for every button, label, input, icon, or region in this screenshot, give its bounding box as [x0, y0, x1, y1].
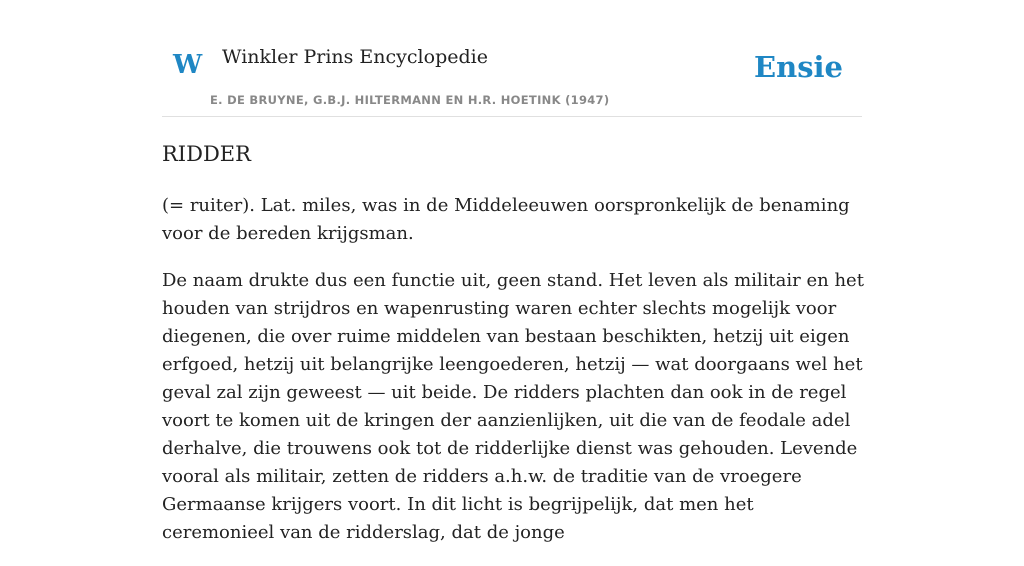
source-title-link[interactable]: Winkler Prins Encyclopedie: [222, 46, 488, 68]
page: [162, 0, 864, 543]
entry-paragraph: De naam drukte dus een functie uit, geen stand. Het leven als militair en het houden van strijdros en wapenrusting waren echter slechts mogelijk voor diegenen, die over ruime middelen van bestaan beschikten, hetzij uit eigen erfgoed, hetzij uit belangrijke leengoederen, hetzij — wat doorgaans wel het geval zal zijn geweest — uit beide. De ridders plachten dan ook in de regel voort te komen uit de kringen der aanzienlijken, uit die van de feodale adel derhalve, die trouwens ook tot de ridderlijke dienst was gehouden. Levende vooral als militair, zetten de ridders a.h.w. de traditie van de vroegere Germaanse krijgers voort. In dit licht is begrijpelijk, dat men het ceremonieel van de ridderslag, dat de jonge: [162, 270, 864, 543]
source-authors: E. DE BRUYNE, G.B.J. HILTERMANN EN H.R. HOETINK (1947): [210, 93, 610, 107]
source-header: [162, 0, 862, 117]
entry-content: [162, 192, 867, 566]
source-logo[interactable]: W: [173, 50, 203, 80]
entry-paragraph: (= ruiter). Lat. miles, was in de Middeleeuwen oorspronkelijk de benaming voor de bereden krijgsman.: [162, 195, 850, 244]
entry-title: RIDDER: [162, 142, 251, 166]
ensie-logo-link[interactable]: Ensie: [754, 50, 843, 84]
